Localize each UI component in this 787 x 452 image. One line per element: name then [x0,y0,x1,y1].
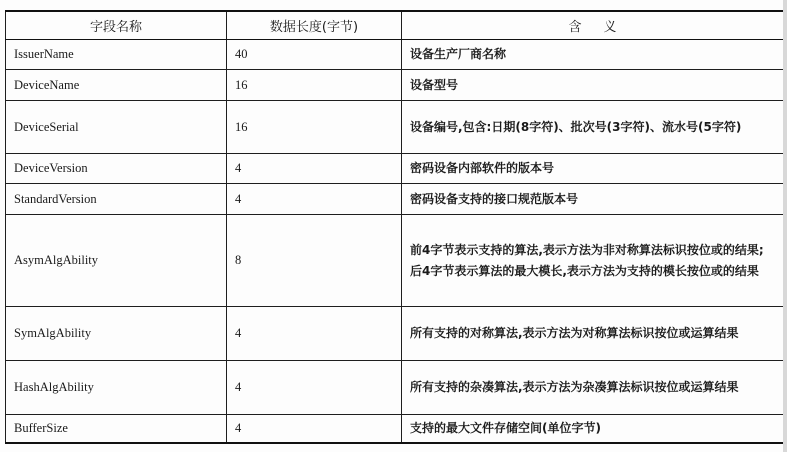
data-length-cell: 4 [227,154,402,184]
data-length-cell: 8 [227,215,402,307]
header-data-length: 数据长度(字节) [227,11,402,40]
table-row [6,70,784,101]
data-length-cell: 4 [227,361,402,415]
field-name-cell: DeviceVersion [6,154,227,184]
data-length-cell: 16 [227,101,402,154]
header-field-name: 字段名称 [6,11,227,40]
meaning-cell: 密码设备内部软件的版本号 [402,154,784,184]
table-row [6,361,784,415]
table-header-row [6,11,784,40]
header-meaning: 含义 [402,11,784,40]
meaning-cell: 密码设备支持的接口规范版本号 [402,184,784,215]
field-name-cell: DeviceName [6,70,227,101]
field-name-cell: IssuerName [6,40,227,70]
data-length-cell: 40 [227,40,402,70]
meaning-cell: 所有支持的对称算法,表示方法为对称算法标识按位或运算结果 [402,307,784,361]
table-row [6,215,784,307]
table-row [6,415,784,443]
meaning-cell: 设备型号 [402,70,784,101]
meaning-cell: 前4字节表示支持的算法,表示方法为非对称算法标识按位或的结果;后4字节表示算法的最大模长,表示方法为支持的模长按位或的结果 [402,215,784,307]
field-name-cell: AsymAlgAbility [6,215,227,307]
field-name-cell: StandardVersion [6,184,227,215]
meaning-cell: 设备生产厂商名称 [402,40,784,70]
field-name-cell: HashAlgAbility [6,361,227,415]
data-length-cell: 4 [227,184,402,215]
table-row [6,40,784,70]
table-row [6,184,784,215]
data-length-cell: 4 [227,415,402,443]
table-row [6,154,784,184]
field-name-cell: BufferSize [6,415,227,443]
table-row [6,101,784,154]
data-length-cell: 4 [227,307,402,361]
meaning-cell: 设备编号,包含:日期(8字符)、批次号(3字符)、流水号(5字符) [402,101,784,154]
field-name-cell: SymAlgAbility [6,307,227,361]
data-length-cell: 16 [227,70,402,101]
scan-edge-shadow [783,0,787,452]
meaning-cell: 支持的最大文件存储空间(单位字节) [402,415,784,443]
meaning-cell: 所有支持的杂凑算法,表示方法为杂凑算法标识按位或运算结果 [402,361,784,415]
table-row [6,307,784,361]
field-name-cell: DeviceSerial [6,101,227,154]
device-info-table [5,10,784,444]
